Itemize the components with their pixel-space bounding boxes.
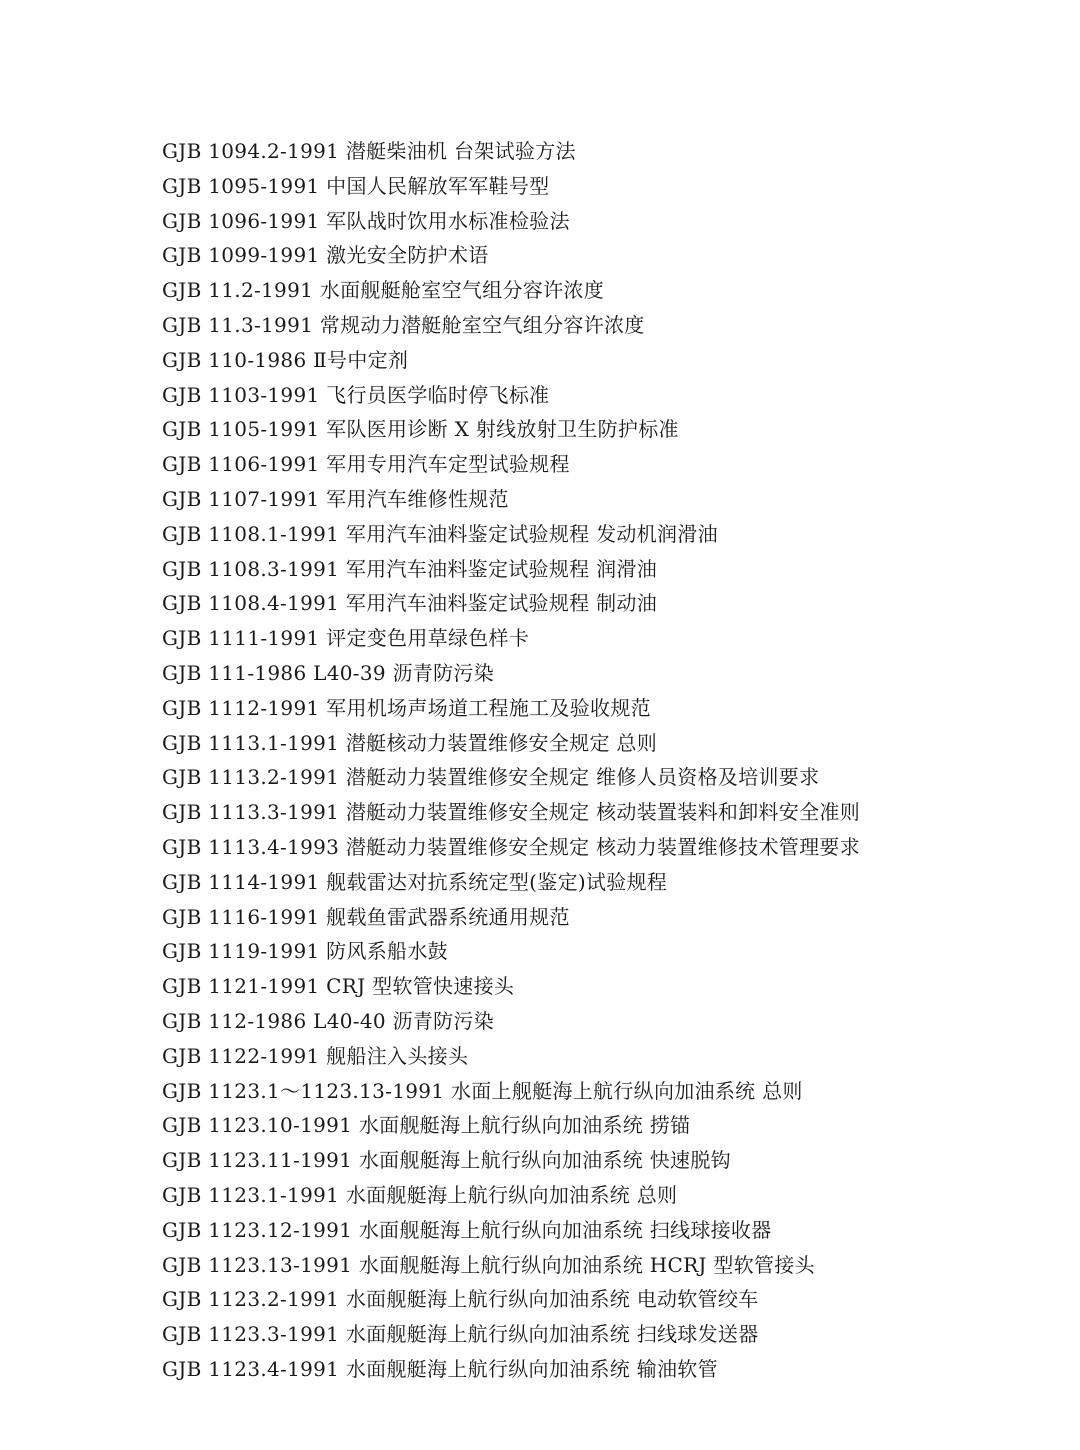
list-item: GJB 1111-1991 评定变色用草绿色样卡	[162, 626, 530, 651]
list-item: GJB 1108.1-1991 军用汽车油料鉴定试验规程 发动机润滑油	[162, 521, 718, 546]
list-item: GJB 1123.2-1991 水面舰艇海上航行纵向加油系统 电动软管绞车	[162, 1287, 759, 1312]
list-item: GJB 1108.3-1991 军用汽车油料鉴定试验规程 润滑油	[162, 556, 657, 581]
list-item: GJB 1123.1-1991 水面舰艇海上航行纵向加油系统 总则	[162, 1182, 678, 1207]
list-item: GJB 110-1986 Ⅱ号中定剂	[162, 347, 409, 372]
list-item: GJB 1123.10-1991 水面舰艇海上航行纵向加油系统 捞锚	[162, 1113, 691, 1138]
list-item: GJB 1113.4-1993 潜艇动力装置维修安全规定 核动力装置维修技术管理要求	[162, 834, 860, 859]
list-item: GJB 1107-1991 军用汽车维修性规范	[162, 486, 509, 511]
list-item: GJB 1113.1-1991 潜艇核动力装置维修安全规定 总则	[162, 730, 657, 755]
list-item: GJB 1113.3-1991 潜艇动力装置维修安全规定 核动装置装料和卸料安全准则	[162, 800, 860, 825]
list-item: GJB 1119-1991 防风系船水鼓	[162, 939, 448, 964]
list-item: GJB 1123.3-1991 水面舰艇海上航行纵向加油系统 扫线球发送器	[162, 1322, 759, 1347]
list-item: GJB 1103-1991 飞行员医学临时停飞标准	[162, 382, 550, 407]
standards-list	[162, 134, 1042, 1387]
list-item: GJB 1122-1991 舰船注入头接头	[162, 1043, 469, 1068]
list-item: GJB 1106-1991 军用专用汽车定型试验规程	[162, 452, 570, 477]
list-item: GJB 1105-1991 军队医用诊断 X 射线放射卫生防护标准	[162, 417, 679, 442]
list-item: GJB 1123.13-1991 水面舰艇海上航行纵向加油系统 HCRJ 型软管接头	[162, 1252, 815, 1277]
list-item: GJB 11.2-1991 水面舰艇舱室空气组分容许浓度	[162, 278, 604, 303]
list-item: GJB 11.3-1991 常规动力潜艇舱室空气组分容许浓度	[162, 312, 645, 337]
list-item: GJB 1095-1991 中国人民解放军军鞋号型	[162, 173, 550, 198]
list-item: GJB 1116-1991 舰载鱼雷武器系统通用规范	[162, 904, 570, 929]
list-item: GJB 1123.12-1991 水面舰艇海上航行纵向加油系统 扫线球接收器	[162, 1217, 772, 1242]
list-item: GJB 111-1986 L40-39 沥青防污染	[162, 660, 495, 685]
list-item: GJB 1094.2-1991 潜艇柴油机 台架试验方法	[162, 139, 576, 163]
list-item: GJB 1108.4-1991 军用汽车油料鉴定试验规程 制动油	[162, 591, 657, 616]
list-item: GJB 112-1986 L40-40 沥青防污染	[162, 1008, 495, 1033]
list-item: GJB 1096-1991 军队战时饮用水标准检验法	[162, 208, 570, 233]
list-item: GJB 1123.1～1123.13-1991 水面上舰艇海上航行纵向加油系统 总则	[162, 1078, 803, 1103]
list-item: GJB 1099-1991 激光安全防护术语	[162, 243, 489, 268]
list-item: GJB 1123.4-1991 水面舰艇海上航行纵向加油系统 输油软管	[162, 1356, 718, 1381]
list-item: GJB 1114-1991 舰载雷达对抗系统定型(鉴定)试验规程	[162, 869, 668, 894]
list-item: GJB 1123.11-1991 水面舰艇海上航行纵向加油系统 快速脱钩	[162, 1148, 731, 1173]
list-item: GJB 1113.2-1991 潜艇动力装置维修安全规定 维修人员资格及培训要求	[162, 765, 820, 790]
list-item: GJB 1112-1991 军用机场声场道工程施工及验收规范	[162, 695, 651, 720]
list-item: GJB 1121-1991 CRJ 型软管快速接头	[162, 974, 515, 999]
